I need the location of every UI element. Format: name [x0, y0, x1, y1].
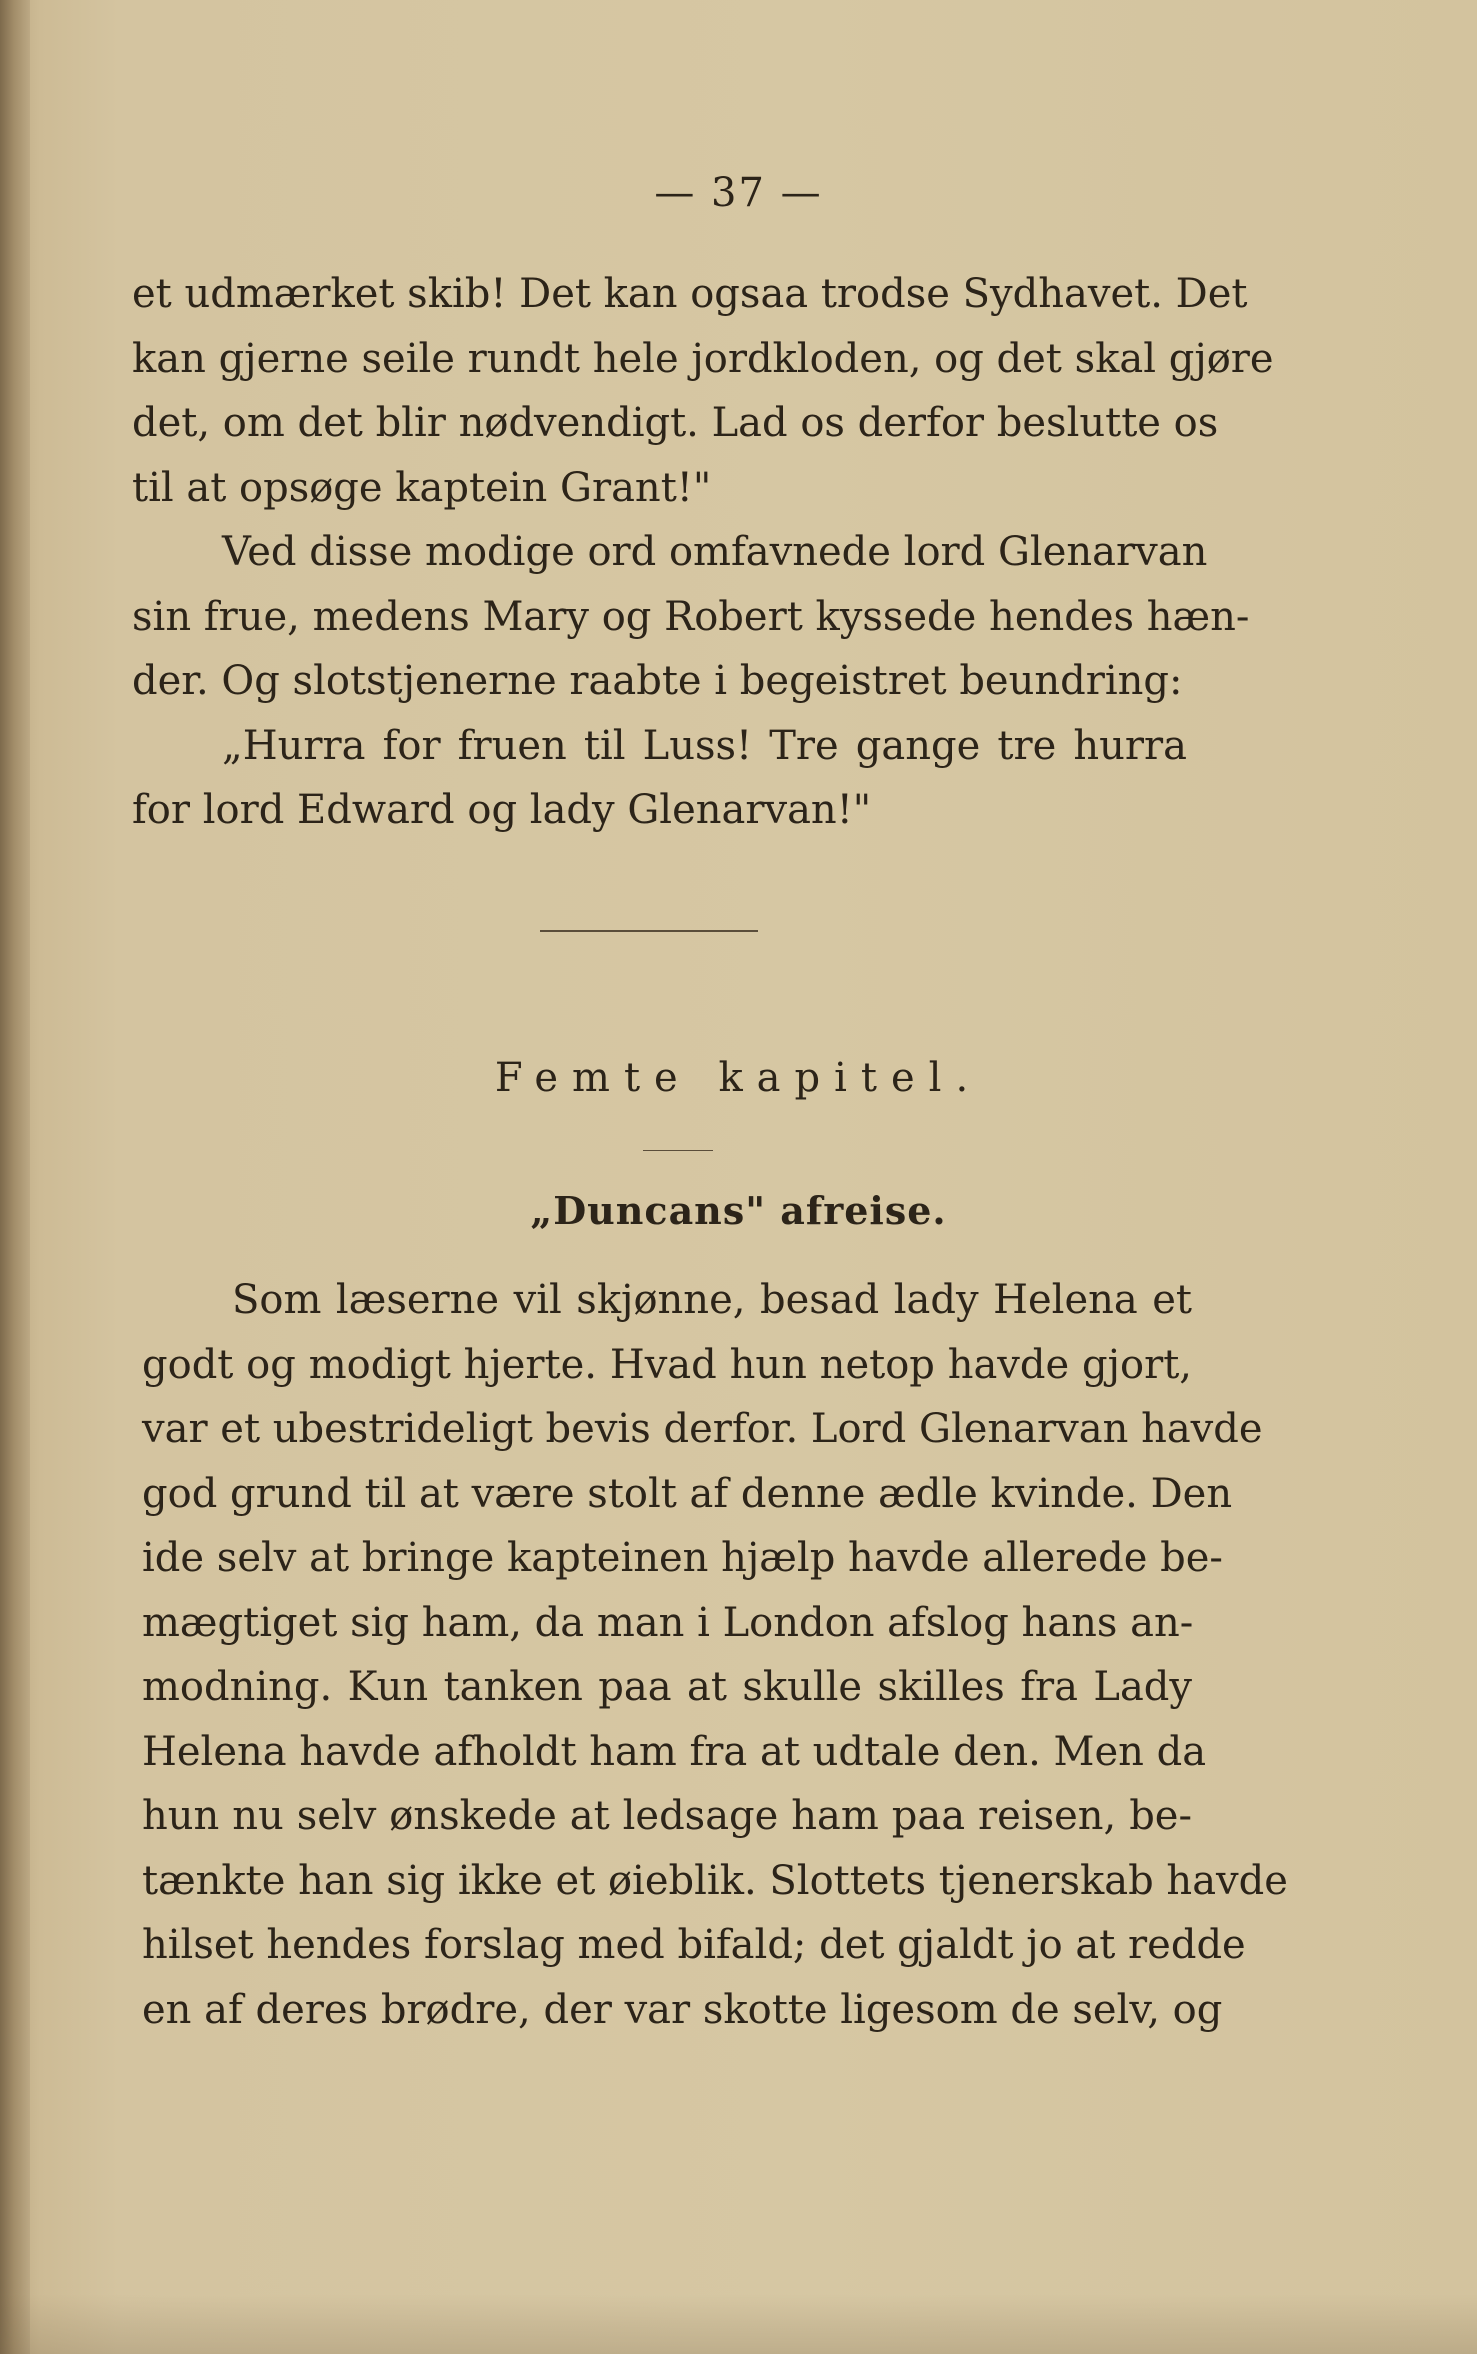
continuation-paragraph [132, 262, 1274, 843]
text-line: til at opsøge kaptein Grant!" [132, 464, 712, 511]
text-line: der. Og slotstjenerne raabte i begeistret beundring: [132, 658, 1183, 704]
chapter-title: Femte kapitel. [494, 1055, 983, 1101]
book-spine-shadow [0, 0, 30, 2354]
text-line: var et ubestrideligt bevis derfor. Lord Glenarvan havde [142, 1406, 1263, 1452]
text-line: en af deres brødre, der var skotte ligesom de selv, og [142, 1986, 1223, 2033]
page-number: — 37 — [654, 170, 823, 216]
text-line: god grund til at være stolt af denne ædle kvinde. Den [142, 1470, 1233, 1517]
text-line: ide selv at bringe kapteinen hjælp havde allerede be- [142, 1535, 1223, 1581]
text-line: godt og modigt hjerte. Hvad hun netop havde gjort, [142, 1341, 1192, 1388]
text-line: tænkte han sig ikke et øieblik. Slottets tjenerskab havde [142, 1857, 1288, 1904]
section-title: „Duncans" afreise. [530, 1188, 947, 1233]
text-line: sin frue, medens Mary og Robert kyssede hendes hæn- [132, 593, 1250, 640]
text-line: det, om det blir nødvendigt. Lad os derfor beslutte os [132, 400, 1219, 446]
text-line: Ved disse modige ord omfavnede lord Glenarvan [222, 529, 1208, 575]
text-line: hun nu selv ønskede at ledsage ham paa reisen, be- [142, 1793, 1192, 1839]
text-line: kan gjerne seile rundt hele jordkloden, og det skal gjøre [132, 335, 1274, 382]
text-line: „Hurra for fruen til Luss! Tre gange tre hurra [222, 722, 1187, 769]
title-ornament-rule [643, 1150, 713, 1151]
text-line: Helena havde afholdt ham fra at udtale den. Men da [142, 1728, 1207, 1775]
text-line: hilset hendes forslag med bifald; det gjaldt jo at redde [142, 1922, 1246, 1968]
text-line: mægtiget sig ham, da man i London afslog hans an- [142, 1599, 1194, 1646]
text-line: Som læserne vil skjønne, besad lady Helena et [232, 1277, 1192, 1323]
text-line: for lord Edward og lady Glenarvan!" [132, 787, 872, 833]
section-divider-rule [540, 930, 758, 932]
text-line: modning. Kun tanken paa at skulle skilles fra Lady [142, 1664, 1192, 1710]
text-line: et udmærket skib! Det kan ogsaa trodse Sydhavet. Det [132, 271, 1248, 317]
body-paragraph [142, 1268, 1288, 2042]
page-bottom-shadow [0, 2294, 1477, 2354]
